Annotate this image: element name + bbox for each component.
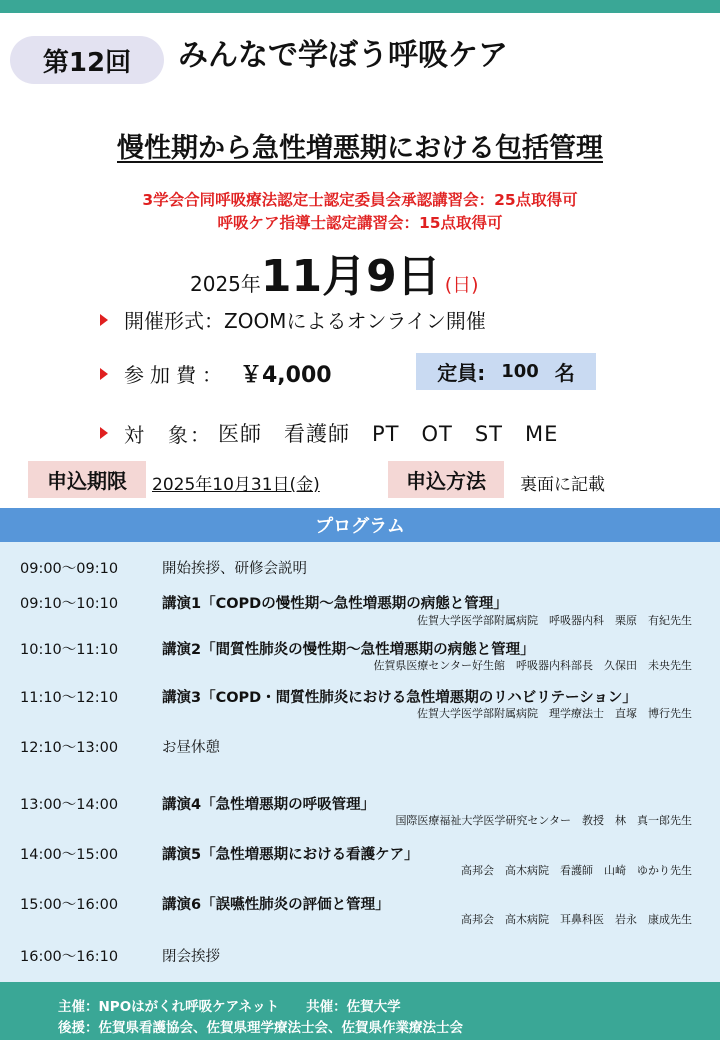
- credit-line-2: 呼吸ケア指導士認定講習会：15点取得可: [217, 214, 503, 232]
- capacity-unit: 名: [554, 361, 575, 385]
- fee-value: ￥4,000: [240, 363, 332, 388]
- program-speaker: 佐賀大学医学部附属病院 呼吸器内科 栗原 有紀先生: [417, 614, 692, 627]
- program-title: 講演6「誤嚥性肺炎の評価と管理」: [162, 897, 390, 913]
- event-date: [190, 240, 479, 304]
- credit-line-1: 3学会合同呼吸療法認定士認定委員会承認講習会：25点取得可: [142, 191, 578, 209]
- program-speaker: 国際医療福祉大学医学研究センター 教授 林 真一郎先生: [395, 814, 692, 827]
- program-time: 16:00〜16:10: [20, 949, 119, 965]
- bullet-triangle-icon: [100, 368, 108, 380]
- program-time: 10:10〜11:10: [20, 642, 119, 658]
- program-header: プログラム: [0, 508, 720, 542]
- date-month-day: 11月9日: [260, 251, 441, 302]
- capacity-label: 定員:: [437, 361, 486, 385]
- fee-label: 参加費：: [124, 363, 228, 387]
- bullet-triangle-icon: [100, 314, 108, 326]
- session-number: 第12回: [42, 47, 132, 78]
- program-title: 講演2「間質性肺炎の慢性期〜急性増悪期の病態と管理」: [162, 642, 535, 658]
- program-time: 13:00〜14:00: [20, 797, 119, 813]
- footer-organizers: 主催：NPOはがくれ呼吸ケアネット 共催：佐賀大学: [58, 999, 401, 1015]
- capacity-value: 100: [501, 361, 539, 382]
- target-value: 医師 看護師 PT OT ST ME: [218, 422, 559, 446]
- event-subtitle: [0, 126, 720, 165]
- format-text: 開催形式：ZOOMによるオンライン開催: [124, 309, 486, 333]
- subtitle-text: 慢性期から急性増悪期における包括管理: [117, 133, 603, 164]
- program-time: 09:00〜09:10: [20, 561, 119, 577]
- date-weekday: (日): [444, 274, 479, 296]
- session-number-badge: [10, 36, 164, 84]
- program-time: 15:00〜16:00: [20, 897, 119, 913]
- program-title: 開始挨拶、研修会説明: [162, 561, 307, 577]
- bullet-triangle-icon: [100, 427, 108, 439]
- program-time: 14:00〜15:00: [20, 847, 119, 863]
- program-time: 12:10〜13:00: [20, 740, 119, 756]
- footer-supporters: 後援：佐賀県看護協会、佐賀県理学療法士会、佐賀県作業療法士会: [58, 1020, 463, 1036]
- program-speaker: 高邦会 高木病院 看護師 山崎 ゆかり先生: [461, 864, 692, 877]
- event-title: みんなで学ぼう呼吸ケア: [178, 38, 508, 73]
- info-fee: [100, 358, 332, 389]
- program-speaker: 佐賀大学医学部附属病院 理学療法士 直塚 博行先生: [417, 707, 692, 720]
- program-time: 09:10〜10:10: [20, 596, 119, 612]
- method-value: 裏面に記載: [520, 475, 605, 495]
- top-accent-bar: [0, 0, 720, 13]
- date-year: 2025年: [190, 272, 261, 296]
- info-target: [100, 418, 558, 448]
- program-title: 講演5「急性増悪期における看護ケア」: [162, 847, 419, 863]
- program-speaker: 佐賀県医療センター好生館 呼吸器内科部長 久保田 未央先生: [373, 659, 692, 672]
- program-title: 講演1「COPDの慢性期〜急性増悪期の病態と管理」: [162, 596, 508, 612]
- method-label: 申込方法: [388, 461, 504, 498]
- info-format: [100, 305, 486, 334]
- program-speaker: 高邦会 高木病院 耳鼻科医 岩永 康成先生: [461, 913, 692, 926]
- program-title: 閉会挨拶: [162, 949, 220, 965]
- deadline-value: 2025年10月31日(金): [152, 475, 320, 495]
- program-title: 講演3「COPD・間質性肺炎における急性増悪期のリハビリテーション」: [162, 690, 637, 706]
- deadline-label: 申込期限: [28, 461, 146, 498]
- program-time: 11:10〜12:10: [20, 690, 119, 706]
- program-title: お昼休憩: [162, 740, 220, 756]
- target-label: 対 象：: [124, 422, 212, 447]
- capacity-box: [416, 353, 596, 390]
- program-title: 講演4「急性増悪期の呼吸管理」: [162, 797, 376, 813]
